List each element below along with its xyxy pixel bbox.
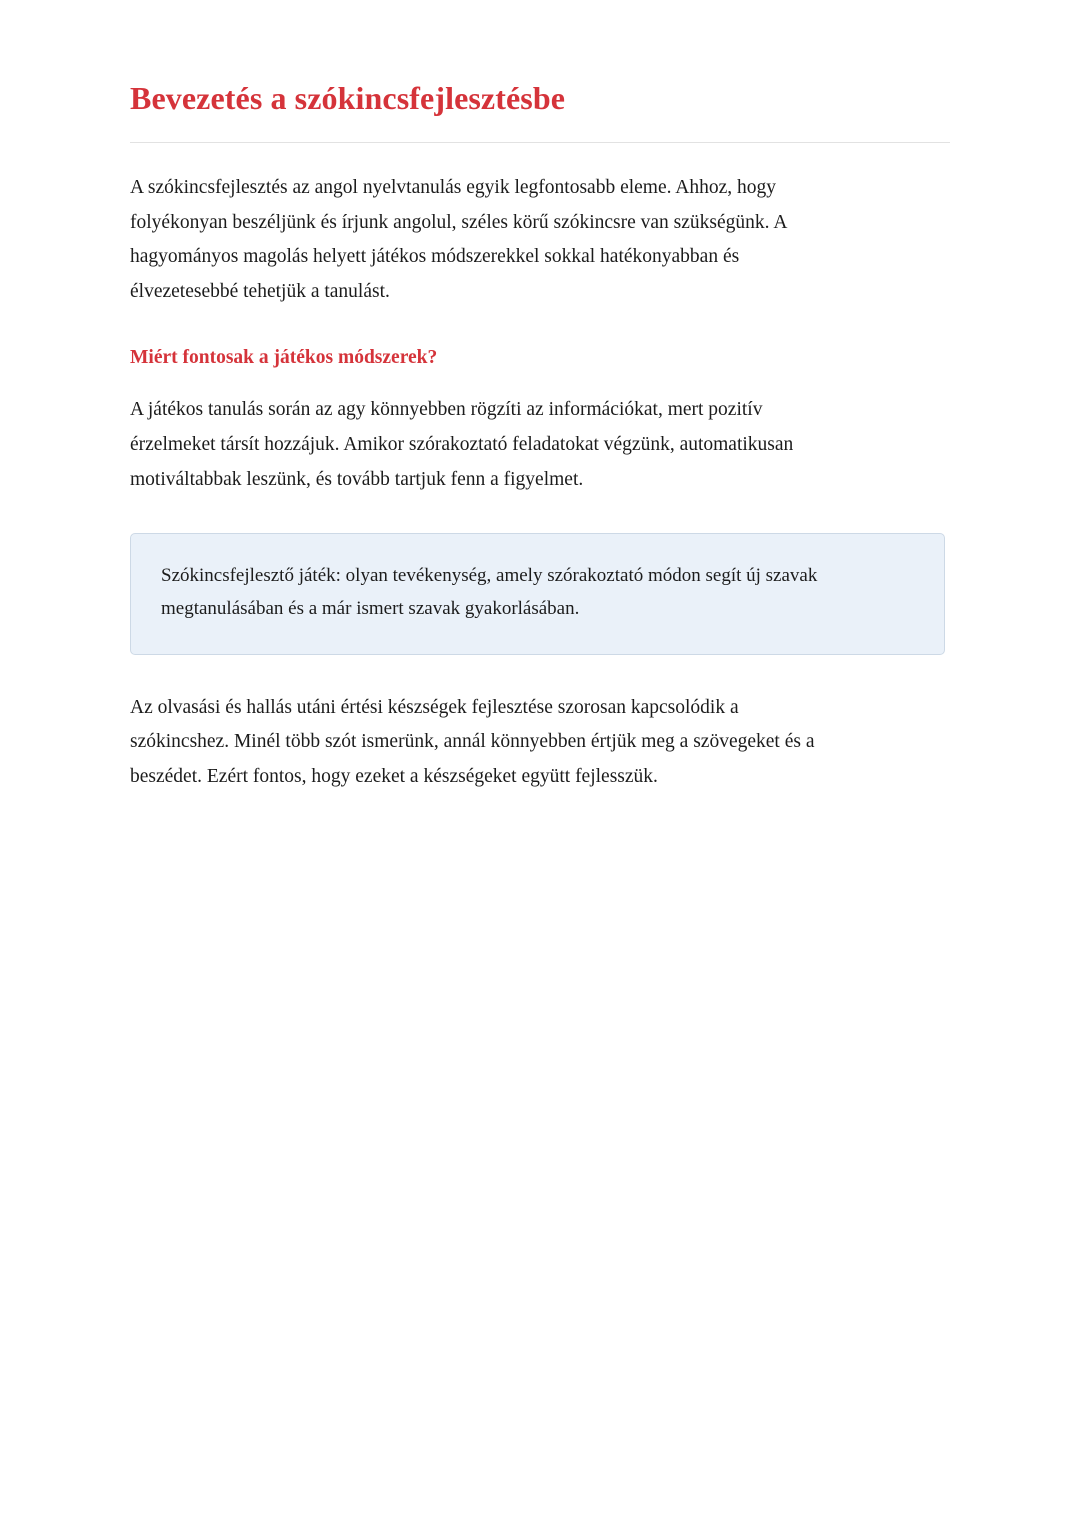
definition-callout — [130, 533, 945, 654]
page-title: Bevezetés a szókincsfejlesztésbe — [130, 80, 566, 116]
definition-callout-text: Szókincsfejlesztő játék: olyan tevékenység, amely szórakoztató módon segít új szavak megtanulásában és a már ismert szavak gyakorlásában. — [161, 565, 818, 619]
section-heading: Miért fontosak a játékos módszerek? — [130, 346, 438, 368]
section-paragraph: A játékos tanulás során az agy könnyebben rögzíti az információkat, mert pozitív érzelmeket társít hozzájuk. Amikor szórakoztató feladatokat végzünk, automatikusan motiváltabbak leszünk, és tovább tartjuk fenn a figyelmet. — [130, 399, 794, 490]
title-divider — [130, 142, 950, 143]
intro-paragraph: A szókincsfejlesztés az angol nyelvtanulás egyik legfontosabb eleme. Ahhoz, hogy folyékonyan beszéljünk és írjunk angolul, széles körű szókincsre van szükségünk. A hagyományos magolás helyett játékos módszerekkel sokkal hatékonyabban és élvezetesebbé tehetjük a tanulást. — [130, 177, 787, 303]
closing-paragraph: Az olvasási és hallás utáni értési készségek fejlesztése szorosan kapcsolódik a szókincshez. Minél több szót ismerünk, annál könnyebben értjük meg a szövegeket és a beszédet. Ezért fontos, hogy ezeket a készségeket együtt fejlesszük. — [130, 696, 815, 787]
